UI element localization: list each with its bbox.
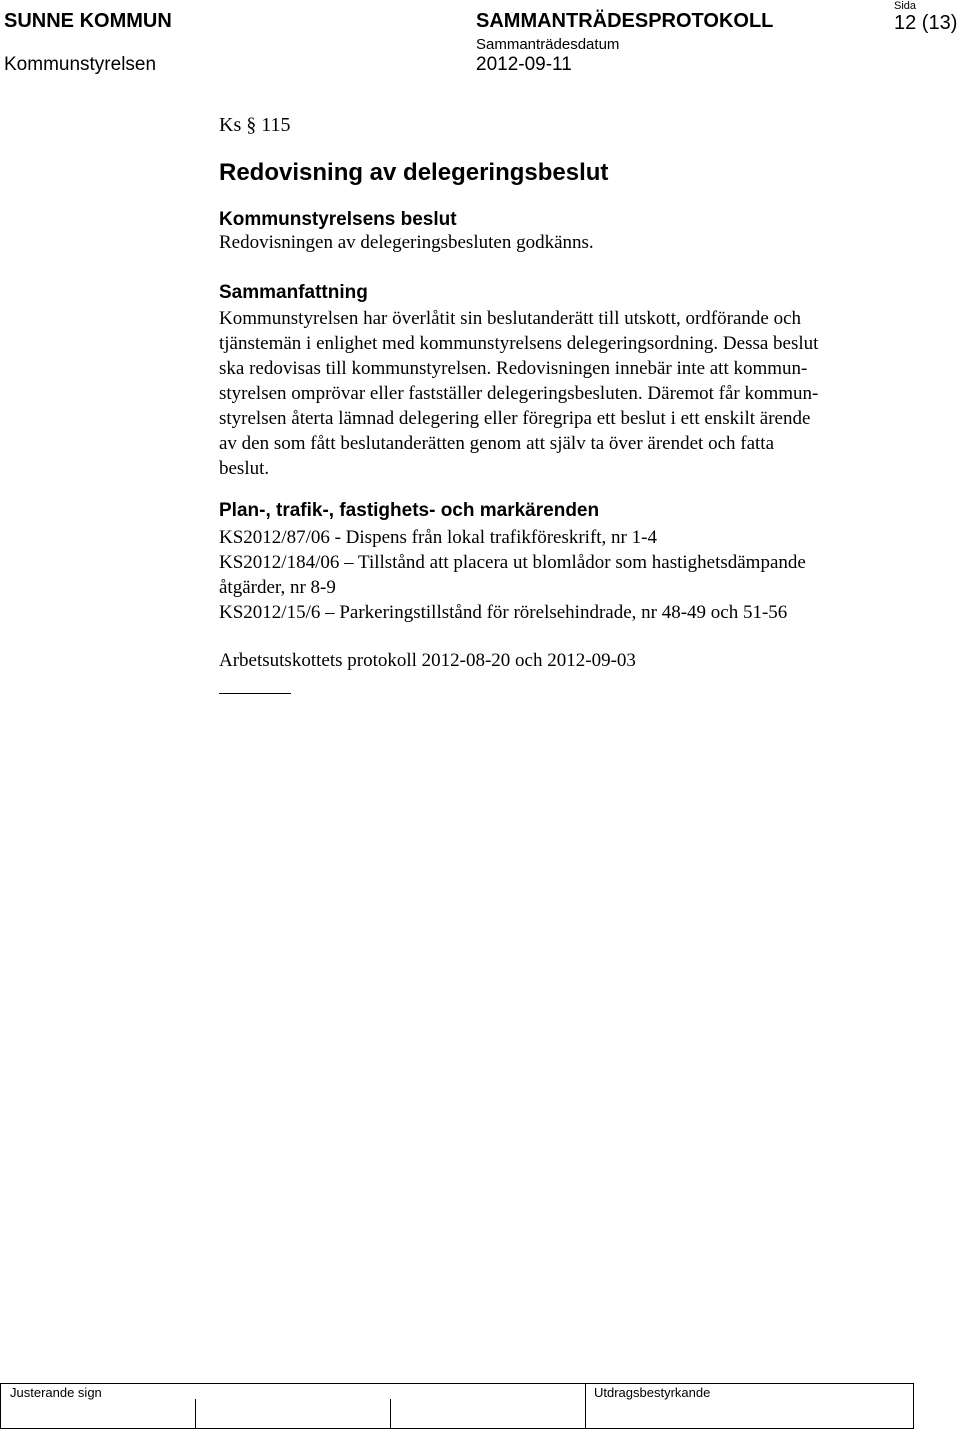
page-label: Sida	[894, 0, 917, 12]
signature-divider	[390, 1399, 391, 1428]
matters-heading: Plan-, trafik-, fastighets- och markärenden	[219, 500, 600, 521]
summary-line: Kommunstyrelsen har överlåtit sin beslutanderätt till utskott, ordförande och	[219, 308, 802, 329]
paragraph-number: Ks § 115	[219, 114, 291, 136]
list-item: KS2012/87/06 - Dispens från lokal trafikföreskrift, nr 1-4	[219, 527, 657, 548]
list-item: KS2012/184/06 – Tillstånd att placera ut blomlådor som hastighetsdämpande	[219, 552, 806, 573]
summary-line: styrelsen återta lämnad delegering eller föregripa ett beslut i ett enskilt ärende	[219, 408, 811, 429]
extract-certification-label: Utdragsbestyrkande	[594, 1385, 711, 1400]
document-type: SAMMANTRÄDESPROTOKOLL	[476, 10, 774, 32]
list-item: åtgärder, nr 8-9	[219, 577, 336, 598]
justering-label: Justerande sign	[10, 1385, 102, 1400]
meeting-date: 2012-09-11	[476, 54, 572, 75]
signature-footer	[0, 1383, 914, 1429]
summary-text	[219, 306, 909, 481]
summary-line: ska redovisas till kommunstyrelsen. Redovisningen innebär inte att kommun-	[219, 358, 808, 379]
summary-heading: Sammanfattning	[219, 282, 368, 303]
summary-line: av den som fått beslutanderätten genom att själv ta över ärendet och fatta	[219, 433, 775, 454]
decision-heading: Kommunstyrelsens beslut	[219, 209, 457, 230]
summary-line: tjänstemän i enlighet med kommunstyrelsens delegeringsordning. Dessa beslut	[219, 333, 819, 354]
page-number: 12 (13)	[894, 12, 958, 34]
protocol-reference: Arbetsutskottets protokoll 2012-08-20 och 2012-09-03	[219, 650, 636, 671]
summary-line: beslut.	[219, 458, 270, 479]
department-name: Kommunstyrelsen	[4, 54, 157, 75]
end-rule-divider	[219, 693, 291, 694]
summary-line: styrelsen omprövar eller fastställer delegeringsbesluten. Däremot får kommun-	[219, 383, 819, 404]
meeting-date-label: Sammanträdesdatum	[476, 36, 620, 53]
matters-list	[219, 525, 806, 625]
decision-text: Redovisningen av delegeringsbesluten godkänns.	[219, 232, 594, 253]
signature-divider	[195, 1399, 196, 1428]
page-title: Redovisning av delegeringsbeslut	[219, 159, 609, 186]
municipality-name: SUNNE KOMMUN	[4, 10, 172, 32]
list-item: KS2012/15/6 – Parkeringstillstånd för rörelsehindrade, nr 48-49 och 51-56	[219, 602, 788, 623]
